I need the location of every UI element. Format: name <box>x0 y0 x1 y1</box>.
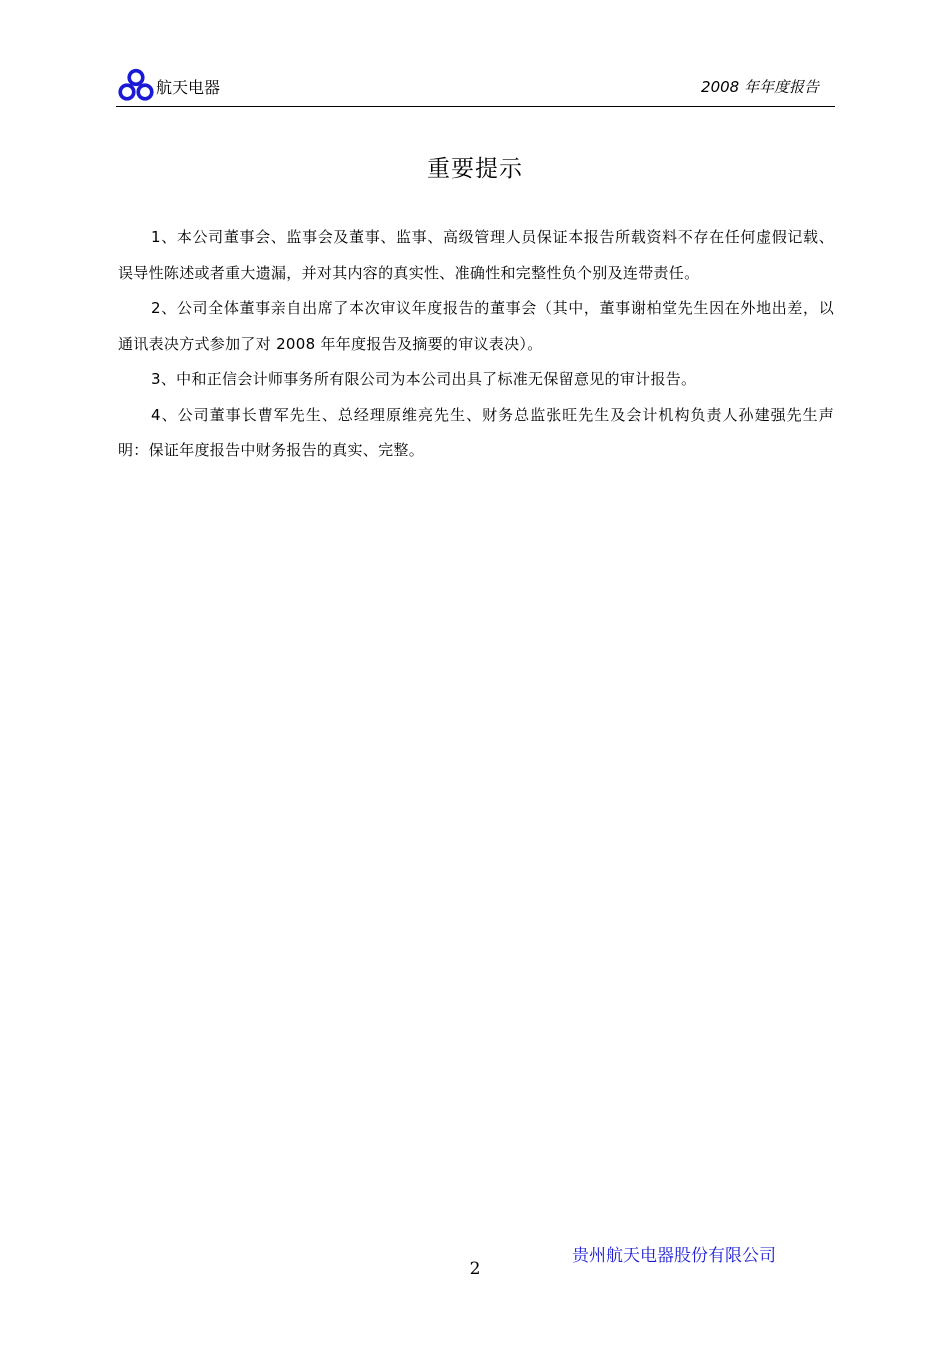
notice-paragraph: 2、公司全体董事亲自出席了本次审议年度报告的董事会（其中，董事谢柏堂先生因在外地出差，以通讯表决方式参加了对 2008 年年度报告及摘要的审议表决）。 <box>118 299 834 353</box>
company-logo-icon <box>118 68 154 102</box>
notice-paragraph: 4、公司董事长曹军先生、总经理原维亮先生、财务总监张旺先生及会计机构负责人孙建强先生声明：保证年度报告中财务报告的真实、完整。 <box>118 405 834 459</box>
page-header <box>116 62 835 107</box>
notice-content <box>118 220 834 469</box>
page-title: 重要提示 <box>427 156 523 182</box>
page-number: 2 <box>469 1259 481 1279</box>
header-company-name: 航天电器 <box>156 78 221 97</box>
notice-paragraph: 3、中和正信会计师事务所有限公司为本公司出具了标准无保留意见的审计报告。 <box>151 370 697 388</box>
notice-paragraph: 1、本公司董事会、监事会及董事、监事、高级管理人员保证本报告所载资料不存在任何虚假记载、误导性陈述或者重大遗漏，并对其内容的真实性、准确性和完整性负个别及连带责任。 <box>118 228 834 282</box>
header-report-title: 2008 年年度报告 <box>701 78 819 96</box>
footer-company-name: 贵州航天电器股份有限公司 <box>572 1246 776 1266</box>
